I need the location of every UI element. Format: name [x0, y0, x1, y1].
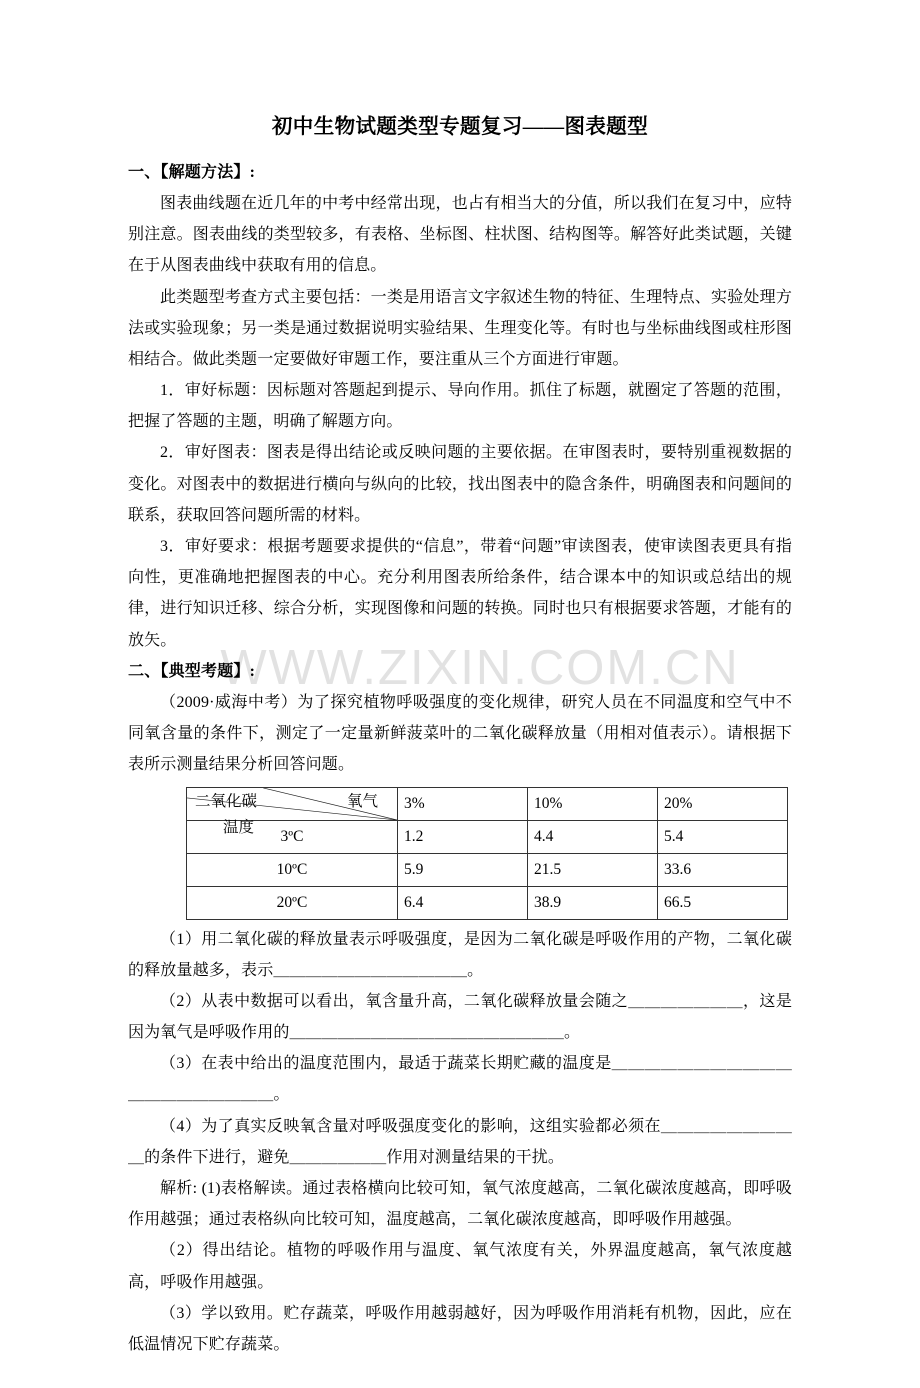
table-cell-1-1: 21.5: [528, 853, 658, 886]
table-cell-2-2: 66.5: [658, 886, 788, 919]
analysis-paragraph-1: 解析: (1)表格解读。通过表格横向比较可知，氧气浓度越高，二氧化碳浓度越高，即呼吸作用越强；通过表格纵向比较可知，温度越高，二氧化碳浓度越高，即呼吸作用越强。: [128, 1180, 792, 1229]
table-column-header-1: 10%: [528, 787, 658, 820]
method-paragraph-3: 1．审好标题：因标题对答题起到提示、导向作用。抓住了标题，就圈定了答题的范围，把握了答题的主题，明确了解题方向。: [128, 382, 792, 431]
respiration-data-table: [186, 787, 788, 920]
table-cell-0-2: 5.4: [658, 820, 788, 853]
table-row: [187, 886, 788, 919]
table-cell-1-2: 33.6: [658, 853, 788, 886]
table-cell-2-0: 6.4: [398, 886, 528, 919]
table-row-header-1: 10ºC: [187, 853, 398, 886]
section-heading-method: 一、【解题方法】:: [128, 163, 256, 181]
section-heading-exam: 二、【典型考题】:: [128, 662, 256, 680]
exam-stem: （2009·威海中考）为了探究植物呼吸强度的变化规律，研究人员在不同温度和空气中不同氧含量的条件下，测定了一定量新鲜菠菜叶的二氧化碳释放量（用相对值表示）。请根据下表所示测量结果分析回答问题。: [128, 693, 792, 774]
table-row: [187, 853, 788, 886]
table-row-header-0: 3ºC: [187, 820, 398, 853]
table-column-header-2: 20%: [658, 787, 788, 820]
watermark-text: WWW.ZIXIN.COM.CN: [220, 641, 740, 695]
method-paragraph-2: 此类题型考查方式主要包括：一类是用语言文字叙述生物的特征、生理特点、实验处理方法或实验现象；另一类是通过数据说明实验结果、生理变化等。有时也与坐标曲线图或柱形图相结合。做此类题一定要做好审题工作，要注重从三个方面进行审题。: [128, 288, 792, 368]
analysis-paragraph-3: （3）学以致用。贮存蔬菜，呼吸作用越弱越好，因为呼吸作用消耗有机物，因此，应在低温情况下贮存蔬菜。: [128, 1304, 792, 1353]
question-4: （4）为了真实反映氧含量对呼吸强度变化的影响，这组实验都必须在＿＿＿＿＿＿＿＿＿的条件下进行，避免＿＿＿＿＿＿作用对测量结果的干扰。: [128, 1117, 792, 1166]
page-title: 初中生物试题类型专题复习——图表题型: [271, 116, 649, 138]
method-paragraph-5: 3．审好要求：根据考题要求提供的“信息”，带着“问题”审读图表，使审读图表更具有指向性，更准确地把握图表的中心。充分利用图表所给条件，结合课本中的知识或总结出的规律，进行知识迁移、综合分析，实现图像和问题的转换。同时也只有根据要求答题，才能有的放矢。: [128, 538, 792, 649]
table-row: [187, 820, 788, 853]
table-column-header-0: 3%: [398, 787, 528, 820]
table-row-header-2: 20ºC: [187, 886, 398, 919]
question-3: （3）在表中给出的温度范围内，最适于蔬菜长期贮藏的温度是＿＿＿＿＿＿＿＿＿＿＿＿＿＿＿＿＿＿＿＿。: [128, 1055, 792, 1104]
table-cell-2-1: 38.9: [528, 886, 658, 919]
method-paragraph-1: 图表曲线题在近几年的中考中经常出现，也占有相当大的分值，所以我们在复习中，应特别注意。图表曲线的类型较多，有表格、坐标图、柱状图、结构图等。解答好此类试题，关键在于从图表曲线中获取有用的信息。: [128, 194, 792, 275]
corner-label-column-variable: 二氧化碳: [195, 792, 258, 810]
table-header-row: [187, 787, 788, 820]
table-cell-0-0: 1.2: [398, 820, 528, 853]
corner-label-row-variable-top: 氧气: [347, 792, 379, 810]
analysis-paragraph-2: （2）得出结论。植物的呼吸作用与温度、氧气浓度有关，外界温度越高，氧气浓度越高，呼吸作用越强。: [128, 1242, 792, 1291]
question-2: （2）从表中数据可以看出，氧含量升高，二氧化碳释放量会随之＿＿＿＿＿＿＿，这是因为氧气是呼吸作用的＿＿＿＿＿＿＿＿＿＿＿＿＿＿＿＿＿。: [128, 992, 792, 1042]
table-cell-0-1: 4.4: [528, 820, 658, 853]
question-1: （1）用二氧化碳的释放量表示呼吸强度，是因为二氧化碳是呼吸作用的产物，二氧化碳的释放量越多，表示＿＿＿＿＿＿＿＿＿＿＿＿。: [128, 930, 792, 979]
corner-label-row-variable-bottom: 温度: [223, 818, 255, 836]
method-paragraph-4: 2．审好图表：图表是得出结论或反映问题的主要依据。在审图表时，要特别重视数据的变化。对图表中的数据进行横向与纵向的比较，找出图表中的隐含条件，明确图表和问题间的联系，获取回答问题所需的材料。: [128, 444, 792, 524]
table-cell-1-0: 5.9: [398, 853, 528, 886]
document-content: [128, 112, 792, 1360]
